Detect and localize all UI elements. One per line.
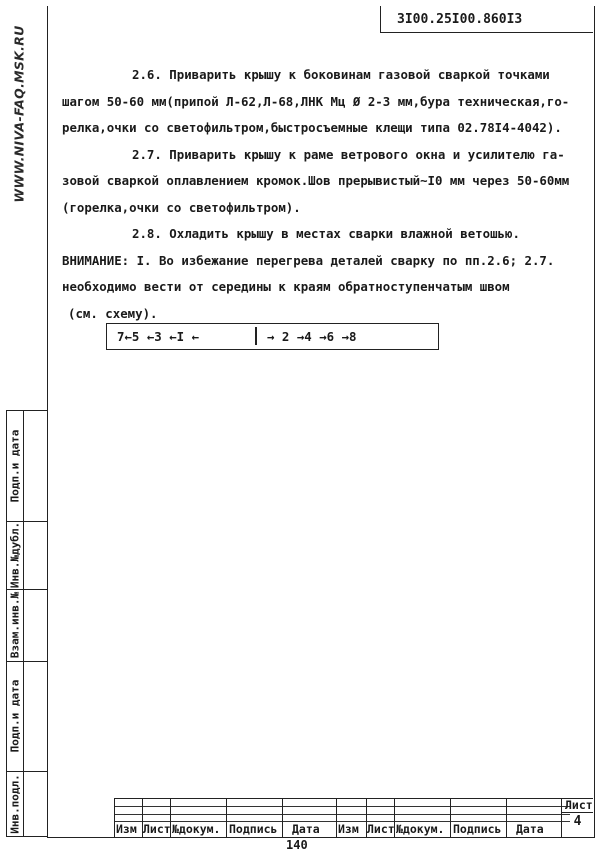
sidebar-label: Подп.и дата [8, 679, 22, 753]
title-block-col-line [114, 799, 115, 837]
paragraph-2-6-line-2: шагом 50-60 мм(припой Л-62,Л-68,ЛНК Мц Ø 2-3 мм,бура техническая,го- [62, 93, 570, 109]
title-block [114, 798, 593, 837]
title-block-rule [114, 806, 570, 807]
sheet-label: Лист [565, 798, 593, 812]
paragraph-2-7-line-3: (горелка,очки со светофильтром). [62, 199, 301, 215]
title-block-header: Изм [338, 822, 359, 836]
sidebar-label-column [7, 411, 24, 836]
sidebar-label: Инв.подл. [8, 774, 22, 834]
paragraph-2-8-line-1: 2.8. Охладить крышу в местах сварки влажной ветошью. [132, 226, 520, 241]
title-block-header: Лист [143, 822, 171, 836]
sidebar-label: Подп.и дата [8, 429, 22, 503]
sidebar-cell-inv-dubl [7, 521, 23, 589]
approval-sidebar [6, 410, 47, 837]
title-block-header: Подпись [453, 822, 502, 836]
scheme-left-sequence: 7←5 ←3 ←I ← [117, 329, 200, 344]
title-block-col-line [336, 799, 337, 837]
scheme-center-divider [255, 327, 257, 345]
warning-line-3: (см. схему). [68, 305, 158, 321]
title-block-header: Лист [367, 822, 395, 836]
sidebar-cell-inv-podl [7, 771, 23, 837]
sidebar-label: Инв.№дубл. [8, 521, 22, 589]
watermark-label: WWW.NIVA-FAQ.MSK.RU [11, 25, 27, 203]
title-block-header: №докум. [396, 822, 445, 836]
title-block-header: №докум. [172, 822, 221, 836]
warning-line-1: ВНИМАНИЕ: I. Во избежание перегрева деталей сварку по пп.2.6; 2.7. [62, 252, 555, 268]
welding-sequence-scheme [106, 323, 439, 350]
sidebar-divider [7, 661, 47, 662]
sidebar-cell-vzam-inv [7, 589, 23, 661]
title-block-header: Дата [516, 822, 544, 836]
paragraph-2-7-line-1: 2.7. Приварить крышу к раме ветрового окна и усилителю га- [132, 146, 565, 162]
sidebar-divider [7, 589, 47, 590]
page-number: 140 [286, 838, 308, 852]
sidebar-cell-podp-data-top [7, 411, 23, 521]
sheet-box [561, 798, 593, 837]
paragraph-2-7-line-2: зовой сваркой оплавлением кромок.Шов прерывистый~I0 мм через 50-60мм [62, 173, 570, 188]
sidebar-divider [7, 521, 47, 522]
title-block-col-line [506, 799, 507, 837]
sidebar-cell-podp-data [7, 661, 23, 771]
warning-line-2: необходимо вести от середины к краям обратноступенчатым швом [62, 279, 510, 294]
scheme-right-sequence: → 2 →4 →6 →8 [267, 329, 357, 344]
sheet-number: 4 [573, 814, 582, 829]
title-block-header: Изм [116, 822, 137, 836]
sheet-separator [562, 812, 593, 813]
paragraph-2-6-line-1: 2.6. Приварить крышу к боковинам газовой сваркой точками [132, 67, 550, 82]
title-block-header: Дата [292, 822, 320, 836]
sidebar-label: Взам.инв.№ [8, 591, 22, 659]
document-body [62, 62, 582, 327]
watermark-text [8, 4, 30, 224]
title-block-col-line [226, 799, 227, 837]
paragraph-2-6-line-3: релка,очки со светофильтром,быстросъемные клещи типа 02.78I4-4042). [62, 120, 562, 135]
document-number: 3I00.25I00.860I3 [380, 6, 593, 33]
sidebar-divider [7, 771, 47, 772]
title-block-header: Подпись [229, 822, 278, 836]
title-block-col-line [450, 799, 451, 837]
title-block-col-line [282, 799, 283, 837]
title-block-rule [114, 814, 570, 815]
